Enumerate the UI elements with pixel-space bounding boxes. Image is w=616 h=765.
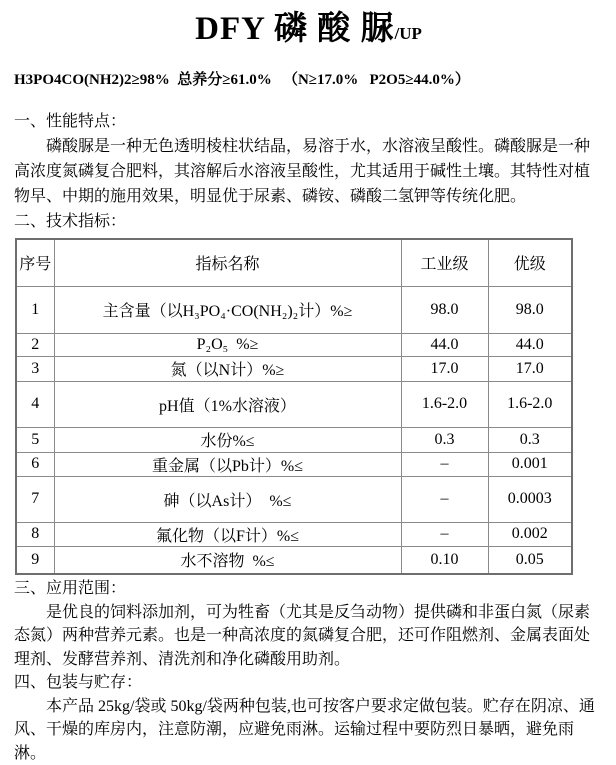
page-title-suffix: /UP [394, 24, 421, 43]
cell-premium: 0.001 [488, 452, 572, 476]
cell-industrial: 0.10 [401, 546, 488, 574]
cell-index: 8 [16, 522, 54, 546]
table-row [16, 427, 572, 452]
cell-premium: 0.0003 [488, 476, 572, 522]
table-row [16, 546, 572, 574]
cell-indicator: 重金属（以Pb计）%≤ [54, 452, 401, 476]
table-header-industrial-grade: 工业级 [401, 239, 488, 286]
cell-premium: 17.0 [488, 356, 572, 381]
cell-indicator: 水不溶物 %≤ [54, 546, 401, 574]
cell-index: 6 [16, 452, 54, 476]
table-header-index: 序号 [16, 239, 54, 286]
cell-indicator: 砷（以As计） %≤ [54, 476, 401, 522]
section-body-applications: 是优良的饲料添加剂，可为牲畜（尤其是反刍动物）提供磷和非蛋白氮（尿素态氮）两种营养元素。也是一种高浓度的氮磷复合肥，还可作阻燃剂、金属表面处理剂、发酵营养剂、清洗剂和净化磷酸用助剂。 [14, 601, 603, 672]
table-header-row [16, 239, 572, 286]
section-heading-packaging: 四、包装与贮存： [14, 671, 603, 695]
table-row [16, 333, 572, 356]
section-heading-applications: 三、应用范围： [14, 577, 603, 601]
table-row [16, 356, 572, 381]
table-row [16, 522, 572, 546]
cell-indicator: 水份%≤ [54, 427, 401, 452]
cell-premium: 0.002 [488, 522, 572, 546]
cell-indicator: P₂O₅ %≥ [54, 333, 401, 356]
cell-premium: 98.0 [488, 286, 572, 333]
table-header-indicator-name: 指标名称 [54, 239, 401, 286]
table-row [16, 452, 572, 476]
cell-index: 4 [16, 381, 54, 427]
cell-index: 3 [16, 356, 54, 381]
cell-indicator: pH值（1%水溶液） [54, 381, 401, 427]
section-body-performance: 磷酸脲是一种无色透明棱柱状结晶，易溶于水，水溶液呈酸性。磷酸脲是一种高浓度氮磷复合肥料，其溶解后水溶液呈酸性，尤其适用于碱性土壤。其特性对植物早、中期的施用效果，明显优于尿素、磷铵、磷酸二氢钾等传统化肥。 [14, 134, 603, 209]
cell-index: 1 [16, 286, 54, 333]
table-row [16, 286, 572, 333]
cell-industrial: 1.6-2.0 [401, 381, 488, 427]
cell-industrial: – [401, 476, 488, 522]
table-row [16, 476, 572, 522]
cell-premium: 0.3 [488, 427, 572, 452]
cell-industrial: 17.0 [401, 356, 488, 381]
cell-indicator: 主含量（以H₃PO₄·CO(NH₂)₂计）%≥ [54, 286, 401, 333]
spec-table [15, 238, 573, 575]
table-row [16, 381, 572, 427]
cell-industrial: – [401, 452, 488, 476]
formula-line: H3PO4CO(NH2)2≥98% 总养分≥61.0% （N≥17.0% P2O5≥44.0%） [14, 71, 603, 89]
cell-industrial: 98.0 [401, 286, 488, 333]
section-heading-performance: 一、性能特点： [14, 109, 603, 134]
cell-index: 9 [16, 546, 54, 574]
cell-premium: 0.05 [488, 546, 572, 574]
cell-index: 5 [16, 427, 54, 452]
cell-indicator: 氮（以N计）%≥ [54, 356, 401, 381]
cell-industrial: – [401, 522, 488, 546]
cell-industrial: 44.0 [401, 333, 488, 356]
page-title [14, 6, 603, 57]
cell-industrial: 0.3 [401, 427, 488, 452]
section-heading-specs: 二、技术指标： [14, 209, 603, 234]
page-title-main: DFY 磷 酸 脲 [195, 11, 394, 47]
cell-indicator: 氟化物（以F计）%≤ [54, 522, 401, 546]
cell-premium: 1.6-2.0 [488, 381, 572, 427]
section-body-packaging: 本产品 25kg/袋或 50kg/袋两种包装,也可按客户要求定做包装。贮存在阴凉、通风、干燥的库房内，注意防潮，应避免雨淋。运输过程中要防烈日暴晒，避免雨淋。 [14, 695, 603, 765]
table-header-premium-grade: 优级 [488, 239, 572, 286]
cell-index: 2 [16, 333, 54, 356]
cell-index: 7 [16, 476, 54, 522]
cell-premium: 44.0 [488, 333, 572, 356]
